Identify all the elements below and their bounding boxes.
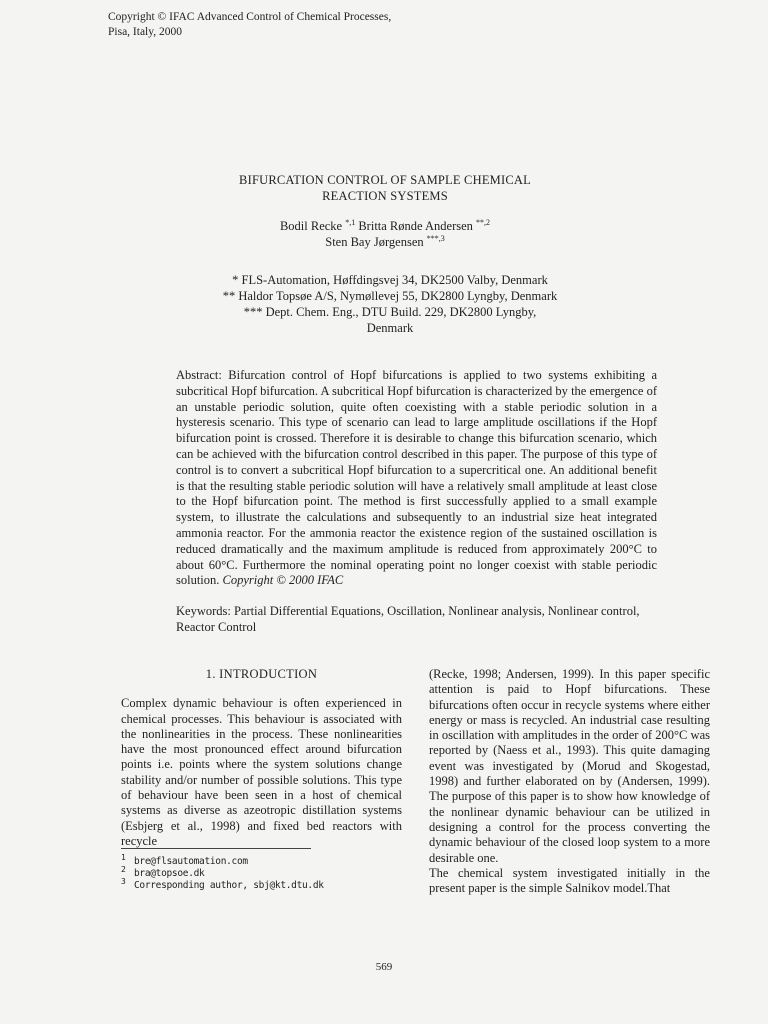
affiliation-3-line-1: *** Dept. Chem. Eng., DTU Build. 229, DK2800 Lyngby,	[243, 305, 537, 319]
paper-title	[190, 172, 580, 204]
title-line-1: BIFURCATION CONTROL OF SAMPLE CHEMICAL	[239, 173, 531, 187]
author-3-marks: ***,3	[426, 233, 445, 243]
title-line-2: REACTION SYSTEMS	[322, 189, 448, 203]
footnote-text: bra@topsoe.dk	[134, 868, 205, 879]
section-heading-introduction: 1. INTRODUCTION	[205, 667, 318, 681]
author-2-marks: **,2	[476, 217, 491, 227]
left-column	[121, 667, 402, 849]
footnote-3: $^3$ Corresponding author, sbj@kt.dtu.dk	[121, 876, 324, 891]
abstract	[176, 368, 657, 589]
authors-line-2	[190, 234, 580, 250]
footnotes	[121, 852, 402, 892]
affiliation-3-line-2: Denmark	[366, 321, 414, 335]
affiliation-2: ** Haldor Topsøe A/S, Nymøllevej 55, DK2800 Lyngby, Denmark	[222, 289, 558, 303]
right-column	[429, 667, 710, 896]
author-1-marks: *,1	[345, 217, 356, 227]
introduction-right-paragraph-1: (Recke, 1998; Andersen, 1999). In this paper specific attention is paid to Hopf bifurcations. These bifurcations often occur in recycle systems where either energy or mass is recycled. An industrial case resulting in oscillation with amplitudes in the order of 200°C was reported by (Naess et al., 1993). This quite damaging event was investigated by (Morud and Skogestad, 1998) and further elaborated on by (Andersen, 1999). The purpose of this paper is to show how knowledge of the nonlinear dynamic behaviour can be utilized in designing a control for the process converting the dynamic behaviour of the closed loop system to a more desirable one.	[429, 667, 710, 865]
footnote-2: $^2$ bra@topsoe.dk	[121, 864, 205, 879]
introduction-left-paragraph: Complex dynamic behaviour is often experienced in chemical processes. This behaviour is associated with the nonlinearities in the process. These nonlinearities have the most pronounced effect around bifurcation points i.e. points where the system solutions change stability and/or number of possible solutions. This type of behaviour have been seen in a host of chemical systems as diverse as azeotropic distillation systems (Esbjerg et al., 1998) and fixed bed reactors with recycle	[121, 696, 402, 848]
authors-line-1	[190, 218, 580, 234]
author-3-name: Sten Bay Jørgensen	[325, 235, 424, 249]
page-number: 569	[375, 961, 393, 973]
abstract-body: Abstract: Bifurcation control of Hopf bifurcations is applied to two systems exhibiting a subcritical Hopf bifurcation. A subcritical Hopf bifurcation is characterized by the emergence of an unstable periodic solution, quite often coexisting with a stable periodic solution in a hysteresis scenario. This type of scenario can lead to large amplitude oscillations if the Hopf bifurcation point is crossed. Therefore it is desirable to change this bifurcation scenario, which can be achieved with the bifurcation control described in this paper. The purpose of this type of control is to convert a subcritical Hopf bifurcation to a supercritical one. An additional benefit is that the resulting stable periodic solution will have a relatively small amplitude at least close to the Hopf bifurcation point. The method is first successfully applied to a small example system, to illustrate the calculations and subsequently to an industrial size heat integrated ammonia reactor. For the ammonia reactor the existence region of the sustained oscillation is reduced dramatically and the maximum amplitude is reduced from approximately 200°C to about 60°C. Furthermore the nominal operating point no longer coexist with stable periodic solution.	[176, 368, 657, 588]
copyright-line-1: Copyright © IFAC Advanced Control of Chemical Processes,	[108, 11, 392, 23]
affiliations	[200, 272, 580, 336]
author-list	[190, 218, 580, 250]
footnote-text: Corresponding author, sbj@kt.dtu.dk	[134, 880, 324, 891]
introduction-right-paragraph-2: The chemical system investigated initially in the present paper is the simple Salnikov model.That	[429, 865, 710, 896]
copyright-notice	[108, 10, 391, 40]
copyright-line-2: Pisa, Italy, 2000	[108, 26, 182, 38]
footnote-divider	[121, 848, 311, 849]
abstract-copyright: Copyright © 2000 IFAC	[222, 573, 344, 588]
footnote-1: $^1$ bre@flsautomation.com	[121, 852, 248, 867]
footnote-text: bre@flsautomation.com	[134, 856, 248, 867]
author-1-name: Bodil Recke	[279, 219, 343, 233]
author-2-name: Britta Rønde Andersen	[358, 219, 473, 233]
affiliation-1: * FLS-Automation, Høffdingsvej 34, DK2500 Valby, Denmark	[232, 273, 548, 287]
keywords: Keywords: Partial Differential Equations, Oscillation, Nonlinear analysis, Nonlinear control, Reactor Control	[176, 604, 640, 634]
